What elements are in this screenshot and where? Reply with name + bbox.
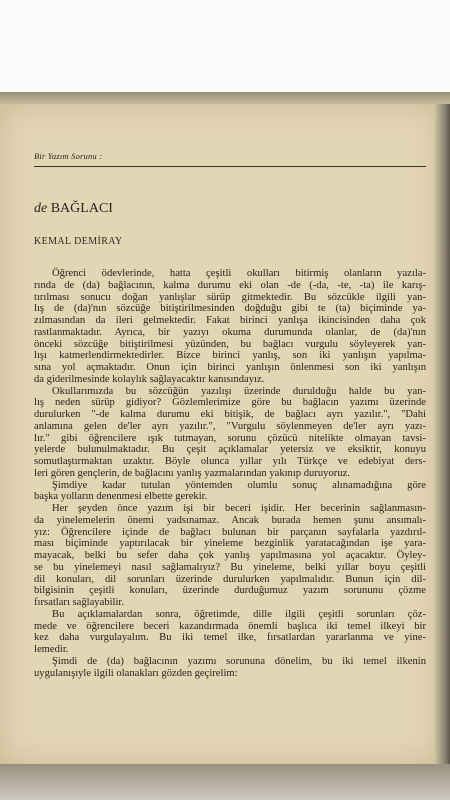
body-line: fırsatları sağlayabilir.: [34, 597, 125, 608]
body-line: anlamına gelen de'ler ayrı yazılır.", "Vurgulu söylenmeyen de'ler ayrı yazı-: [34, 420, 426, 432]
body-line: yız: Öğrencilere içinde de bağlacı bulunan bir parçanın sayfalarla yazdırıl-: [34, 526, 426, 538]
article-body: [34, 268, 426, 679]
body-line: rastlanmaktadır. Ayrıca, bir yazıyı okuma durumunda olanlar, de (da)'nın: [34, 326, 426, 338]
body-line: tırılması sonucu doğan yanlışlar sürüp gitmektedir. Bu sözcükle ilgili yan-: [34, 291, 426, 303]
body-line: Okullarımızda bu sözcüğün yazılışı üzerinde durulduğu halde bu yan-: [52, 385, 426, 397]
body-line: leri gören gençlerin, de bağlacını yanlış yazmalarından yakınıp duruyoruz.: [34, 467, 350, 479]
body-line: bilgisinin çeşitli konuları, üzerinde durduğumuz yazım sorununu çözme: [34, 585, 426, 597]
body-line: somutlaştırmaktan uzaktır. Böyle olunca yıllar yılı Türkçe ve edebiyat ders-: [34, 456, 426, 467]
body-line: lemedir.: [34, 644, 69, 655]
body-line: zılmasından da ileri gelmektedir. Fakat birinci yanlışa ikincisinden daha çok: [34, 315, 426, 326]
body-line: Şimdiye kadar tutulan yöntemden olumlu sonuç alınamadığına göre: [52, 479, 426, 491]
body-line: Bu açıklamalardan sonra, öğretimde, dille ilgili çeşitli sorunları çöz-: [52, 608, 426, 620]
title-rest: BAĞLACI: [47, 201, 113, 216]
body-line: mede ve öğrencilere beceri kazandırmada önemli başlıca iki temel ilkeyi bir: [34, 620, 426, 632]
header-rule: [34, 166, 426, 167]
body-line: Her şeyden önce yazım işi bir beceri işidir. Her becerinin sağlanmasın-: [52, 503, 426, 514]
body-line: lış de (da)'nın sözcüğe bitiştirilmesinden doğduğu gibi te (ta) biçiminde ya-: [34, 303, 426, 315]
article-title: [34, 201, 113, 217]
body-line: lır." gibi öğrencilere ışık tutmayan, sorunu çözücü nitelikte olmayan tavsi-: [34, 432, 426, 444]
background-top: [0, 0, 450, 92]
body-line: Şimdi de (da) bağlacının yazımı sorununa dönelim, bu iki temel ilkenin: [52, 655, 426, 667]
title-italic-word: de: [34, 201, 48, 216]
body-line: başka yolların denenmesi elbette gerekir.: [34, 491, 208, 503]
body-line: Öğrenci ödevlerinde, hatta çeşitli okulları bitirmiş olanların yazıla-: [52, 268, 426, 279]
background-bottom: [0, 764, 450, 800]
body-line: durulurken "-de kalma durumu eki bitişik, de bağlacı ayrı yazılır.", "Dahi: [34, 409, 426, 420]
body-line: da yinelemelerin önemi yadsınamaz. Ancak burada hemen şunu ansımalı-: [34, 514, 426, 526]
body-line: dil konuları, dil sorunları üzerinde durulurken yapılmalıdır. Bunun için dil-: [34, 573, 426, 585]
page-right-edge: [434, 104, 450, 764]
body-line: da giderilmesinde kolaylık sağlayacaktır kanısındayız.: [34, 373, 265, 385]
body-line: lış neden sürüp gidiyor? Gözlemlerimize göre bu bağlacın yazımı üzerinde: [34, 397, 426, 409]
body-line: sına yol açmaktadır. Onun için birinci yanlışın önlenmesi son iki yanlışın: [34, 362, 426, 373]
body-line: se bu yinelemeyi nasıl sağlamalıyız? Bu yineleme, belki yıllar boyu çeşitli: [34, 561, 426, 573]
running-head: Bir Yazım Sorunu :: [34, 151, 103, 161]
body-line: önceki sözcüğe bitiştirilmesi yüzünden, bu bağlacı vurgulu söyleyerek yan-: [34, 338, 426, 350]
body-line: rında de (da) bağlacının, kalma durumu eki olan -de (-da, -te, -ta) ile karış-: [34, 279, 426, 291]
body-line: kez daha vurgulayalım. Bu iki temel ilke, fırsatlardan yararlanma ve yine-: [34, 632, 426, 644]
body-line: yelerde bulunulmaktadır. Bu çeşit açıklamalar yetersiz ve eksiktir, konuyu: [34, 444, 426, 456]
body-line: mayacak, belki bu sefer daha çok yanlış yapılmasına yol açacaktır. Öyley-: [34, 550, 426, 561]
body-line: lışı katmerlendirmektedirler. Bizce birinci yanlış, son iki yanlışın yapılma-: [34, 350, 426, 362]
body-line: ması biçiminde yaptırılacak bir yineleme bezginlik yaratacağından işe yara-: [34, 538, 426, 550]
author-name: KEMAL DEMİRAY: [34, 236, 123, 247]
body-line: uygulanışıyle ilgili olanakları gözden geçirelim:: [34, 667, 238, 679]
